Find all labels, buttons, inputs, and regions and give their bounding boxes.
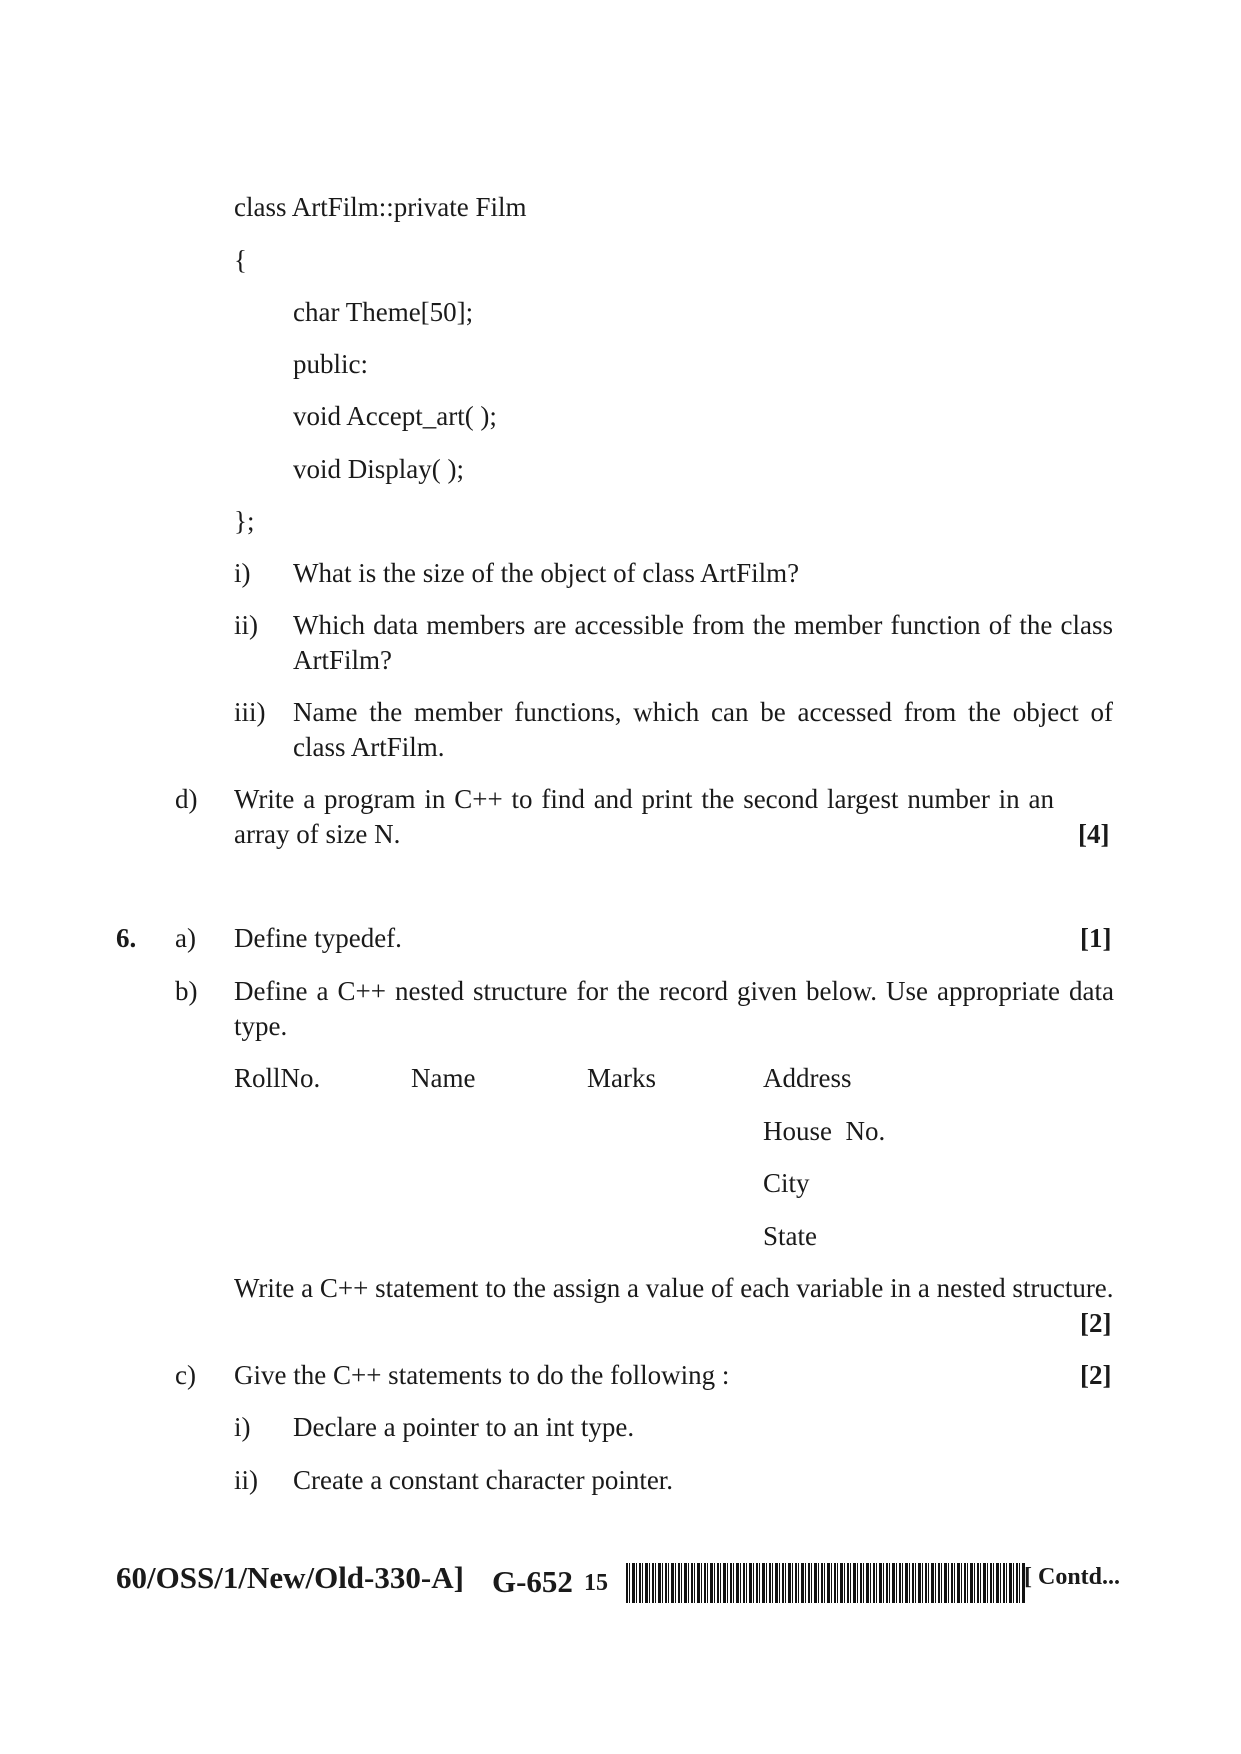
question-label: c): [175, 1360, 196, 1390]
subq-number: i): [234, 558, 251, 588]
subq-number: iii): [234, 697, 266, 727]
record-field-city: City: [763, 1168, 810, 1198]
subq-text: What is the size of the object of class ArtFilm?: [293, 558, 800, 588]
code-open-brace: {: [234, 245, 247, 275]
question-label: b): [175, 976, 198, 1006]
subq-number: ii): [234, 1465, 258, 1495]
footer-series-code: G-652: [492, 1564, 573, 1599]
question-label: a): [175, 923, 196, 953]
code-class-declaration: class ArtFilm::private Film: [234, 192, 527, 222]
question-text: Define typedef.: [234, 923, 402, 953]
subq-text: Create a constant character pointer.: [293, 1465, 674, 1495]
question-text: Define a C++ nested structure for the record given below. Use appropriate data type.: [234, 976, 1114, 1041]
question-number: 6.: [116, 923, 137, 953]
code-method-accept: void Accept_art( );: [293, 401, 497, 431]
question-label: d): [175, 784, 198, 814]
record-field-rollno: RollNo.: [234, 1063, 321, 1093]
footer-paper-code: 60/OSS/1/New/Old-330-A]: [116, 1560, 464, 1595]
barcode: [626, 1563, 1026, 1603]
footer-page-number: 15: [584, 1570, 608, 1596]
code-member-theme: char Theme[50];: [293, 297, 474, 327]
subq-text: Which data members are accessible from the member function of the class ArtFilm?: [293, 610, 1113, 675]
subq-number: i): [234, 1412, 251, 1442]
marks-label: [4]: [1078, 819, 1110, 849]
marks-label: [2]: [1080, 1308, 1112, 1338]
code-method-display: void Display( );: [293, 454, 464, 484]
record-field-house-no: House No.: [763, 1116, 886, 1146]
code-access-public: public:: [293, 349, 368, 379]
footer-contd: [ Contd...: [1024, 1564, 1121, 1590]
record-field-state: State: [763, 1221, 817, 1251]
record-field-marks: Marks: [587, 1063, 656, 1093]
marks-label: [2]: [1080, 1360, 1112, 1390]
question-text: Write a program in C++ to find and print the second largest number in an array of size N.: [234, 784, 1054, 849]
question-text: Give the C++ statements to do the following :: [234, 1360, 730, 1390]
record-field-name: Name: [411, 1063, 476, 1093]
subq-text: Name the member functions, which can be accessed from the object of class ArtFilm.: [293, 697, 1113, 762]
record-field-address: Address: [763, 1063, 852, 1093]
subq-text: Declare a pointer to an int type.: [293, 1412, 635, 1442]
subq-number: ii): [234, 610, 258, 640]
question-followup: Write a C++ statement to the assign a value of each variable in a nested structure.: [234, 1273, 1114, 1303]
marks-label: [1]: [1080, 923, 1112, 953]
code-close-brace: };: [234, 506, 255, 536]
